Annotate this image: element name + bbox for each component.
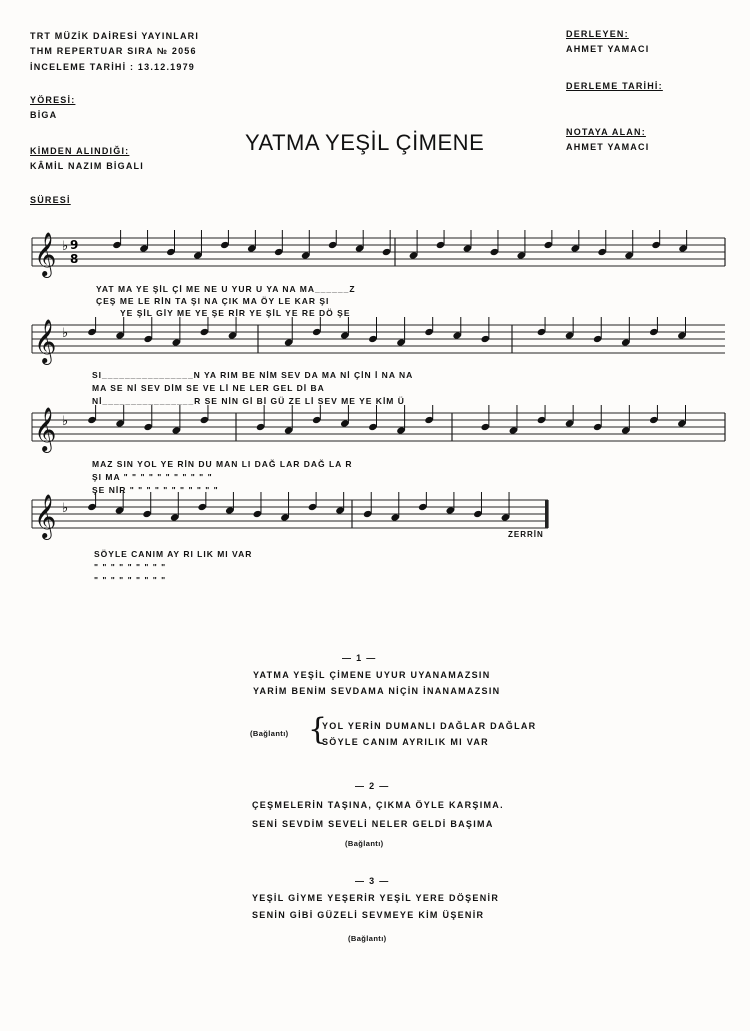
transcriber-label: NOTAYA ALAN: [566,127,646,137]
brace-icon: { [308,712,328,747]
treble-clef-icon: 𝄞 [34,232,57,276]
flat-icon: ♭ [62,414,69,429]
time-signature-top: 9 [70,238,79,252]
verse-number: — 3 — [355,876,390,886]
compiler-value: AHMET YAMACI [566,44,650,54]
verse-line: YATMA YEŞİL ÇİMENE UYUR UYANAMAZSIN [253,670,491,680]
verse-number: — 2 — [355,781,390,791]
treble-clef-icon: 𝄞 [34,494,57,538]
end-mark: ZERRİN [508,530,544,539]
lyric-line: ŞI MA " " " " " " " " " " " [92,472,213,482]
review-date: İNCELEME TARİHİ : 13.12.1979 [30,62,195,72]
region-value: BİGA [30,110,58,120]
time-signature-bottom: 8 [70,252,79,266]
compiler-label: DERLEYEN: [566,29,629,39]
compile-date-label: DERLEME TARİHİ: [566,81,663,91]
verse-line: YARİM BENİM SEVDAMA NİÇİN İNANAMAZSIN [253,686,501,696]
transcriber-value: AHMET YAMACI [566,142,650,152]
refrain-label: (Bağlantı) [250,729,289,738]
lyric-line: SI________________N YA RIM BE NİM SEV DA MA Nİ ÇİN İ NA NA [92,370,414,380]
repertoire-number: THM REPERTUAR SIRA № 2056 [30,46,197,56]
source-value: KÂMİL NAZIM BİGALI [30,161,144,171]
lyric-line: MAZ SIN YOL YE RİN DU MAN LI DAĞ LAR DAĞ LA R [92,459,353,469]
lyric-line: " " " " " " " " " [94,562,167,572]
source-label: KİMDEN ALINDIĞI: [30,146,130,156]
lyric-line: ÇEŞ ME LE RİN TA ŞI NA ÇIK MA ÖY LE KAR ŞI [96,296,330,306]
verse-line: SENİ SEVDİM SEVELİ NELER GELDİ BAŞIMA [252,819,494,829]
lyric-line: SÖYLE CANIM AY RI LIK MI VAR [94,549,253,559]
verse-line: YEŞİL GİYME YEŞERİR YEŞİL YERE DÖŞENİR [252,893,500,903]
refrain-line: YOL YERİN DUMANLI DAĞLAR DAĞLAR [322,721,537,731]
verse-line: SENİN GİBİ GÜZELİ SEVMEYE KİM ÜŞENİR [252,910,485,920]
verse-line: ÇEŞMELERİN TAŞINA, ÇIKMA ÖYLE KARŞIMA. [252,800,504,810]
treble-clef-icon: 𝄞 [34,319,57,363]
flat-icon: ♭ [62,239,69,254]
lyric-line: MA SE Nİ SEV DİM SE VE Lİ NE LER GEL Dİ BA [92,383,325,393]
lyric-line: " " " " " " " " " [94,575,167,585]
publisher-line: TRT MÜZİK DAİRESİ YAYINLARI [30,31,200,41]
duration-label: SÜRESİ [30,195,71,205]
refrain-reference: (Bağlantı) [345,839,384,848]
region-label: YÖRESİ: [30,95,76,105]
song-title: YATMA YEŞİL ÇİMENE [245,130,485,155]
lyric-line: Nİ________________R SE NİN Gİ Bİ GÜ ZE Lİ SEV ME YE KİM Ü [92,396,405,406]
lyric-line: YAT MA YE ŞİL Çİ ME NE U YUR U YA NA MA______Z [96,284,356,294]
refrain-reference: (Bağlantı) [348,934,387,943]
final-barline [545,500,548,528]
lyric-line: ŞE NİR " " " " " " " " " " " [92,485,219,495]
flat-icon: ♭ [62,326,69,341]
flat-icon: ♭ [62,501,69,516]
verse-number: — 1 — [342,653,377,663]
lyric-line: YE ŞİL GİY ME YE ŞE RİR YE ŞİL YE RE DÖ ŞE [120,308,351,318]
refrain-line: SÖYLE CANIM AYRILIK MI VAR [322,737,489,747]
treble-clef-icon: 𝄞 [34,407,57,451]
